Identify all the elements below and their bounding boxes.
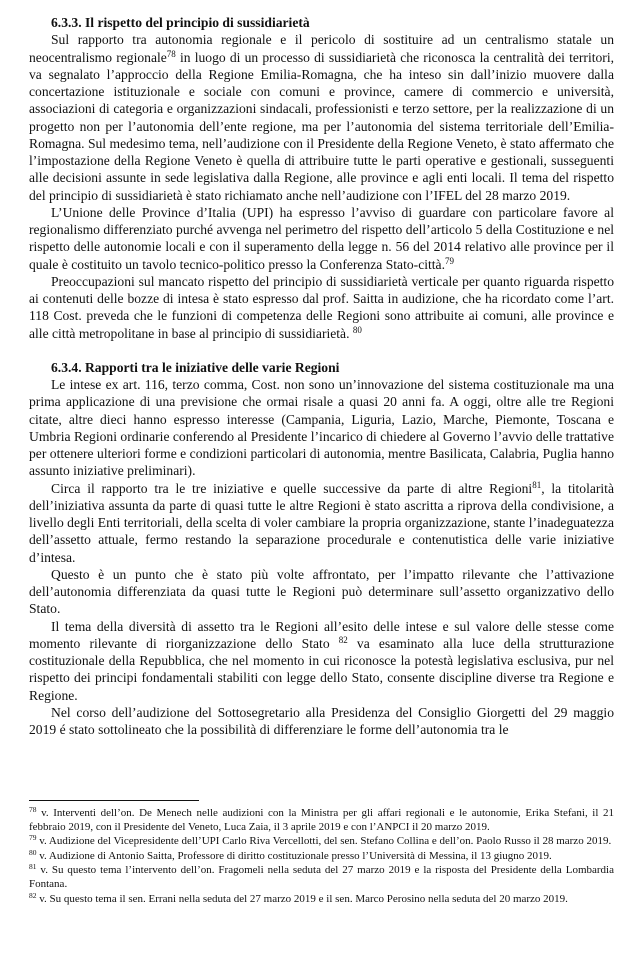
paragraph	[29, 273, 614, 342]
text-segment: Nel corso dell’audizione del Sottosegretario alla Presidenza del Consiglio Giorgetti del 29 maggio 2019 é stato sottolineato che la possibilità di differenziare le forme dell’autonomia tra le	[29, 704, 614, 737]
footnotes	[29, 800, 614, 907]
footnote-text: v. Su questo tema il sen. Errani nella seduta del 27 marzo 2019 e il sen. Marco Perosino nella seduta del 20 marzo 2019.	[36, 892, 568, 905]
text-segment: , la titolarità dell’iniziativa assunta da parte di quasi tutte le altre Regioni è stato ascritta a riprova della condivisione, a livello degli Enti territoriali, della scelta di voler cambiare la propria organizzazione, stante l’inadeguatezza dell’assetto attuale, fermo restando la separazione procedurale e contenutistica delle varie iniziative d’intesa.	[29, 480, 614, 565]
paragraph	[29, 704, 614, 739]
footnote-number: 82	[29, 890, 37, 900]
text-segment: va esaminato alla luce della strutturazione costituzionale della Repubblica, che nel momento in cui riconosce la potestà legislativa esclusiva, pur nel rispetto dei principi fondamentali stabiliti con legge dello Stato, consente discipline diverse tra Regione e Regione.	[29, 635, 614, 703]
text-segment: Sul rapporto tra autonomia regionale e il pericolo di sostituire ad un centralismo statale un neocentralismo regionale	[29, 32, 614, 65]
footnote-text: v. Su questo tema l’intervento dell’on. Fragomeli nella seduta del 27 marzo 2019 e la risposta del Presidente della Lombardia Fontana.	[29, 864, 614, 890]
footnote-number: 79	[29, 833, 37, 843]
footnote-divider	[29, 800, 199, 801]
paragraph	[29, 618, 614, 704]
footnote-number: 81	[29, 862, 37, 872]
paragraph	[29, 480, 614, 566]
footnote-ref[interactable]: 82	[338, 634, 348, 645]
footnote-text: v. Interventi dell’on. De Menech nelle audizioni con la Ministra per gli affari regionali e le autonomie, Erika Stefani, il 21 febbraio 2019, con il Presidente del Veneto, Luca Zaia, il 3 aprile 2019 e con l’ANPCI il 20 marzo 2019.	[29, 807, 614, 833]
paragraph	[29, 566, 614, 618]
text-segment: Le intese ex art. 116, terzo comma, Cost. non sono un’innovazione del sistema costituzionale ma una prima applicazione di una previsione che ormai risale a quasi 20 anni fa. A oggi, oltre alle tre Regioni citate, altre dieci hanno espresso interesse (Campania, Liguria, Lazio, Marche, Piemonte, Toscana e Umbria Regioni ordinarie conferendo al Presidente l’incarico di chiedere al Governo l’avvio delle trattative per ottenere ulteriori forme e condizioni particolari di autonomia, mentre Basilicata, Calabria, Puglia hanno assunto iniziative preliminari).	[29, 377, 614, 479]
footnote	[29, 807, 614, 834]
footnote-number: 78	[29, 805, 37, 814]
paragraph	[29, 31, 614, 204]
footnote-ref[interactable]: 81	[532, 479, 542, 490]
section-heading: 6.3.3. Il rispetto del principio di sussidiarietà	[51, 15, 310, 30]
footnote-ref[interactable]: 78	[166, 48, 176, 59]
text-segment: in luogo di un processo di sussidiarietà che riconosca la centralità dei territori, va segnalato l’approccio della Regione Emilia-Romagna, che ha inteso sin dall’inizio muovere dalla concertazione istituzionale e sociale con comuni e province, camere di commercio e università, associazioni di categoria e organizzazioni sindacali, professionisti e terzo settore, per la realizzazione di un progetto non per l’autonomia dell’ente regione, ma per l’autonomia del sistema territoriale dell’Emilia-Romagna. Sul medesimo tema, nell’audizione con il Presidente della Regione Veneto, è stato affermato che l’impostazione della Regione Veneto è quella di attribuire tutte le parti operative e gestionali, susseguenti alle decisioni assunte in sede legislativa dalla Regione, alle province e agli enti locali. Il tema del rispetto del principio di sussidiarietà è stato richiamato anche nell’audizione con l’IFEL del 28 marzo 2019.	[29, 49, 614, 203]
footnote-number: 80	[29, 847, 37, 857]
paragraph	[29, 376, 614, 480]
footnote	[29, 890, 614, 907]
footnote-ref[interactable]: 80	[352, 324, 362, 335]
text-segment: Preoccupazioni sul mancato rispetto del principio di sussidiarietà verticale per quanto riguarda rispetto ai contenuti delle bozze di intesa è stato espresso dal prof. Saitta in audizione, che ha ricordato come l’art. 118 Cost. preveda che le funzioni di competenza delle Regioni sono attribuite ai comuni, alle province e alle città metropolitane in base al principio di sussidiarietà.	[29, 273, 614, 341]
footnote-text: v. Audizione del Vicepresidente dell’UPI Carlo Riva Vercellotti, del sen. Stefano Collina e dell’on. Paolo Russo il 28 marzo 2019.	[36, 835, 612, 848]
footnote-list	[29, 807, 614, 906]
paragraph	[29, 204, 614, 273]
footnote	[29, 835, 614, 849]
section-heading: 6.3.4. Rapporti tra le iniziative delle varie Regioni	[51, 359, 340, 375]
footnote-text: v. Audizione di Antonio Saitta, Professore di diritto costituzionale presso l’Università di Messina, il 13 giugno 2019.	[36, 849, 552, 862]
text-segment: Il tema della diversità di assetto tra le Regioni all’esito delle intese e sul valore delle stesse come momento rilevante di riorganizzazione dello Stato	[29, 618, 614, 651]
footnote-ref[interactable]: 79	[445, 255, 454, 266]
text-segment: Questo è un punto che è stato più volte affrontato, per l’impatto rilevante che l’attivazione dell’autonomia differenziata da quasi tutte le Regioni può determinare sull’assetto organizzativo dello Stato.	[29, 566, 614, 617]
text-segment: Circa il rapporto tra le tre iniziative e quelle successive da parte di altre Regioni	[51, 480, 533, 496]
footnote	[29, 847, 614, 864]
main-text	[29, 14, 614, 738]
text-segment: L’Unione delle Province d’Italia (UPI) ha espresso l’avviso di guardare con particolare favore al regionalismo differenziato purché avvenga nel perimetro del rispetto dell’articolo 5 della Costituzione e nel rispetto delle autonomie locali e con il superamento della legge n. 56 del 2014 relativo alle province per il quale è costituito un tavolo tecnico-politico presso la Conferenza Stato-città.	[29, 204, 614, 272]
footnote	[29, 864, 614, 891]
